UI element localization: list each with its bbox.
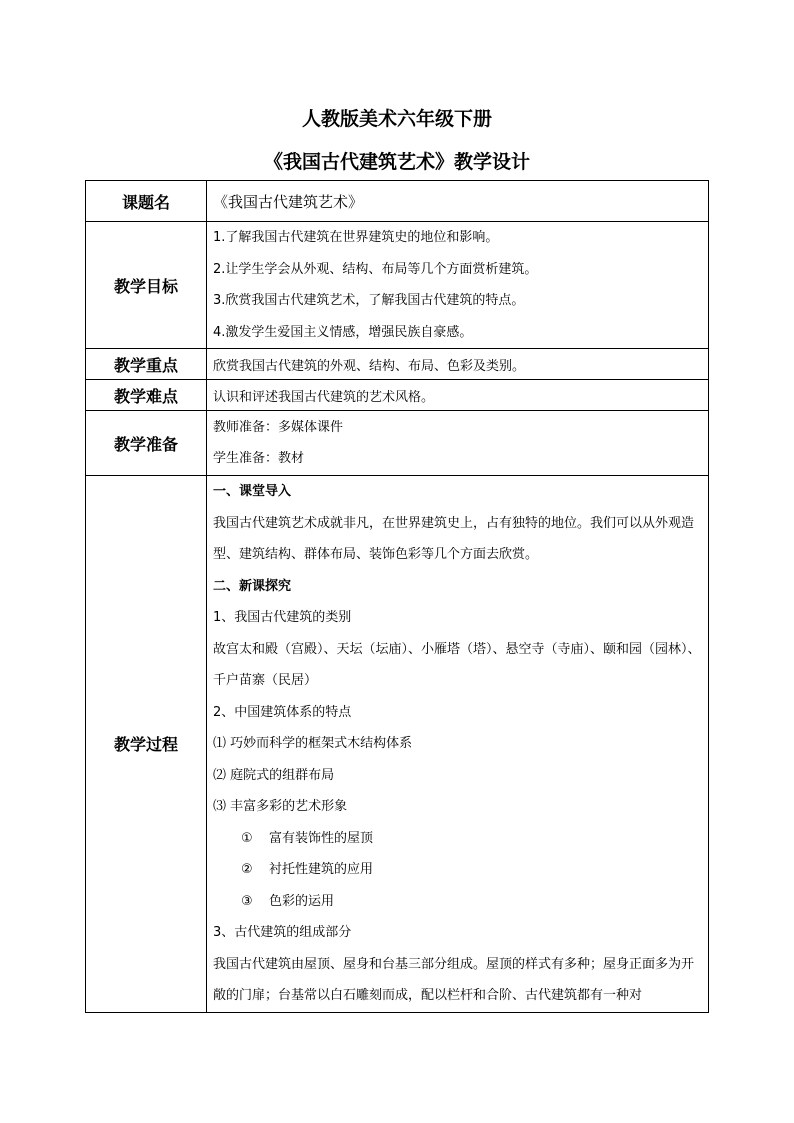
lesson-plan-table [85, 180, 709, 1013]
subsection-heading: 3、古代建筑的组成部分 [213, 925, 352, 940]
objective-item: 4.激发学生爱国主义情感，增强民族自豪感。 [213, 324, 473, 340]
value-preparation [207, 411, 709, 476]
label-key-points: 教学重点 [86, 349, 207, 380]
feature-point: ⑵ 庭院式的组群布局 [213, 767, 335, 783]
subpoint-number: ① [241, 830, 253, 846]
row-process [86, 476, 709, 1013]
objective-item: 2.让学生学会从外观、结构、布局等几个方面赏析建筑。 [213, 261, 538, 277]
teacher-preparation: 教师准备：多媒体课件 [213, 419, 344, 435]
section-heading: 一、课堂导入 [213, 484, 292, 499]
value-difficulties: 认识和评述我国古代建筑的艺术风格。 [207, 380, 709, 411]
value-key-points: 欣赏我国古代建筑的外观、结构、布局、色彩及类别。 [207, 349, 709, 380]
student-preparation: 学生准备：教材 [213, 451, 305, 466]
feature-point: ⑶ 丰富多彩的艺术形象 [213, 799, 348, 814]
label-process: 教学过程 [86, 476, 207, 1013]
objective-item: 3.欣赏我国古代建筑艺术，了解我国古代建筑的特点。 [213, 293, 525, 308]
label-preparation: 教学准备 [86, 411, 207, 476]
subpoint-text: 富有装饰性的屋顶 [269, 830, 374, 846]
feature-point: ⑴ 巧妙而科学的框架式木结构体系 [213, 736, 413, 751]
section-heading: 二、新课探究 [213, 578, 292, 594]
section-paragraph: 我国古代建筑艺术成就非凡，在世界建筑史上，占有独特的地位。我们可以从外观造型、建筑结构、群体布局、装饰色彩等几个方面去欣赏。 [213, 515, 695, 562]
label-difficulties: 教学难点 [86, 380, 207, 411]
row-topic [86, 181, 709, 222]
row-key-points [86, 349, 709, 380]
label-topic: 课题名 [86, 181, 207, 222]
value-objectives [207, 222, 709, 349]
value-process [207, 476, 709, 1013]
objective-item: 1.了解我国古代建筑在世界建筑史的地位和影响。 [213, 230, 499, 245]
document-subtitle: 《我国古代建筑艺术》教学设计 [263, 151, 530, 173]
value-topic: 《我国古代建筑艺术》 [207, 181, 709, 222]
row-objectives [86, 222, 709, 349]
feature-subpoint [213, 823, 702, 855]
row-difficulties [86, 380, 709, 411]
feature-subpoint [213, 886, 702, 918]
subsection-paragraph: 我国古代建筑由屋顶、屋身和台基三部分组成。屋顶的样式有多种；屋身正面多为开敞的门扉；台基常以白石雕刻而成，配以栏杆和合阶、古代建筑都有一种对 [213, 956, 695, 1003]
feature-subpoint [213, 854, 702, 886]
row-preparation [86, 411, 709, 476]
subpoint-text: 色彩的运用 [269, 893, 335, 909]
label-objectives: 教学目标 [86, 222, 207, 349]
subsection-heading: 1、我国古代建筑的类别 [213, 610, 352, 625]
subsection-paragraph: 故宫太和殿（宫殿）、天坛（坛庙）、小雁塔（塔）、悬空寺（寺庙）、颐和园（园林）、千户苗寨（民居） [213, 641, 701, 688]
subpoint-text: 衬托性建筑的应用 [269, 862, 374, 877]
subpoint-number: ② [241, 862, 253, 877]
subpoint-number: ③ [241, 893, 253, 909]
subsection-heading: 2、中国建筑体系的特点 [213, 704, 352, 720]
document-title: 人教版美术六年级下册 [301, 108, 492, 130]
